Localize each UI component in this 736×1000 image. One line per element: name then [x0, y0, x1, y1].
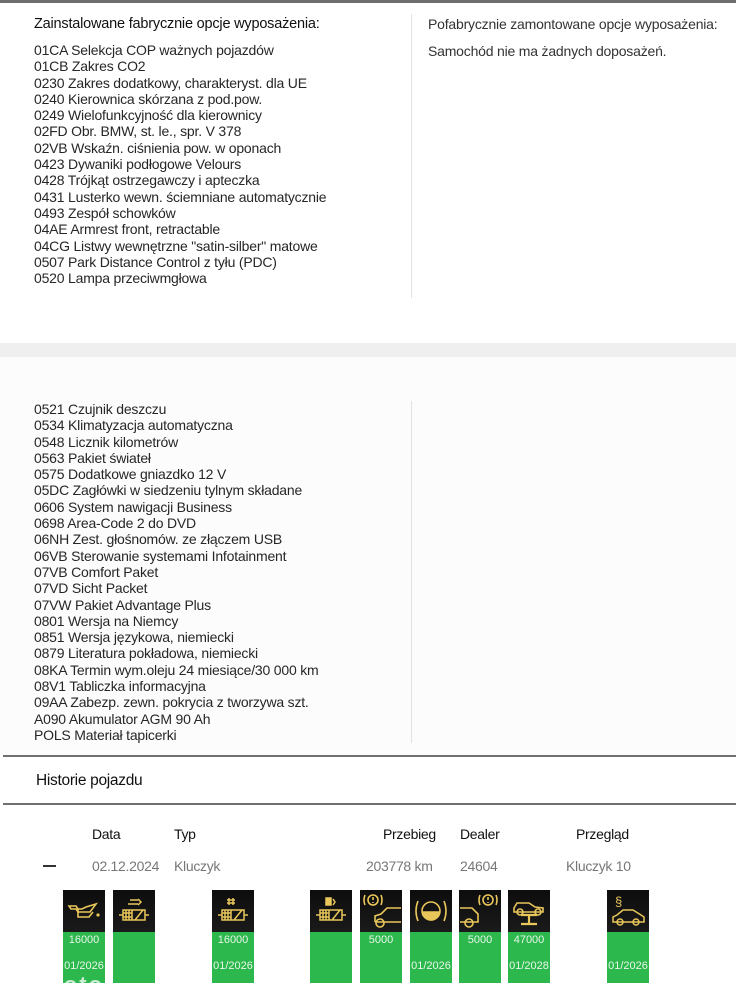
factory-options-list-1: [34, 42, 326, 286]
service-tile: [459, 890, 501, 983]
option-item: 0534 Klimatyzacja automatyczna: [34, 417, 233, 434]
option-item: 0428 Trójkąt ostrzegawczy i apteczka: [34, 172, 260, 189]
service-tile-status: [212, 932, 254, 983]
option-item: 0575 Dodatkowe gniazdko 12 V: [34, 466, 227, 483]
option-item: 07VD Sicht Packet: [34, 580, 148, 597]
service-due-date: 01/2026: [411, 960, 451, 972]
statutory-inspection-icon: [607, 890, 649, 932]
option-item: POLS Materiał tapicerki: [34, 726, 177, 743]
option-item: 06NH Zest. głośnomów. ze złączem USB: [34, 531, 283, 548]
engine-oil-icon: [63, 890, 105, 932]
service-due-km: 5000: [368, 934, 394, 946]
diesel-particulate-filter-icon: [212, 890, 254, 932]
service-tile-status: [113, 932, 155, 983]
vehicle-check-lift-icon: [508, 890, 550, 932]
front-brakes-icon: [360, 890, 402, 932]
option-item: 0521 Czujnik deszczu: [34, 401, 167, 417]
option-item: 0851 Wersja językowa, niemiecki: [34, 629, 234, 646]
option-item: 01CA Selekcja COP ważnych pojazdów: [34, 42, 274, 58]
top-border: [0, 0, 736, 3]
option-item: 06VB Sterowanie systemami Infotainment: [34, 547, 287, 564]
option-item: 08V1 Tabliczka informacyjna: [34, 678, 206, 695]
service-tile: [212, 890, 254, 983]
service-tile: [508, 890, 550, 983]
fuel-filter-icon: [310, 890, 352, 932]
option-item: 0493 Zespół schowków: [34, 204, 176, 221]
service-tile-status: [459, 932, 501, 983]
option-item: 0431 Lusterko wewn. ściemniane automatycznie: [34, 188, 327, 205]
particulate-filter-exhaust-icon: [113, 890, 155, 932]
column-divider: [411, 401, 412, 743]
service-due-km: 5000: [467, 934, 493, 946]
collapse-row-button[interactable]: [43, 865, 56, 867]
service-due-km: 16000: [217, 934, 249, 946]
service-tile-status: [360, 932, 402, 983]
option-item: 0606 System nawigacji Business: [34, 498, 232, 515]
watermark: otomoto: [2, 972, 104, 997]
section-separator: [0, 343, 736, 357]
option-item: 04CG Listwy wewnętrzne "satin-silber" matowe: [34, 237, 318, 254]
history-bottom-rule: [3, 803, 736, 805]
option-item: 0563 Pakiet świateł: [34, 449, 151, 466]
column-header-mileage: Przebieg: [383, 826, 436, 842]
retrofit-options-text: Samochód nie ma żadnych doposażeń.: [428, 43, 667, 59]
option-item: 0423 Dywaniki podłogowe Velours: [34, 156, 242, 173]
service-tile-status: [607, 932, 649, 983]
service-due-date: 01/2026: [213, 960, 253, 972]
history-date: 02.12.2024: [92, 858, 160, 874]
option-item: A090 Akumulator AGM 90 Ah: [34, 710, 211, 727]
option-item: 0249 Wielofunkcyjność dla kierownicy: [34, 107, 262, 124]
option-item: 0520 Lampa przeciwmgłowa: [34, 270, 207, 287]
option-item: 0698 Area-Code 2 do DVD: [34, 515, 196, 532]
svg-text:§: §: [615, 894, 623, 909]
option-item: 02FD Obr. BMW, st. le., spr. V 378: [34, 123, 242, 140]
column-header-service: Przegląd: [576, 826, 629, 842]
option-item: 0548 Licznik kilometrów: [34, 433, 179, 450]
factory-options-heading: Zainstalowane fabrycznie opcje wyposażenia:: [34, 16, 320, 32]
history-dealer: 24604: [460, 858, 498, 874]
option-item: 0240 Kierownica skórzana z pod.pow.: [34, 90, 263, 107]
option-item: 0230 Zakres dodatkowy, charakteryst. dla UE: [34, 74, 307, 91]
service-tile-status: [508, 932, 550, 983]
option-item: 07VB Comfort Paket: [34, 563, 159, 580]
column-header-date: Data: [92, 826, 121, 842]
brake-fluid-icon: [410, 890, 452, 932]
column-divider: [411, 14, 412, 298]
service-due-date: 01/2026: [64, 960, 104, 972]
service-due-date: 01/2028: [509, 960, 549, 972]
service-tile: [63, 890, 105, 983]
option-item: 09AA Zabezp. zewn. pokrycia z tworzywa szt.: [34, 694, 309, 711]
column-header-dealer: Dealer: [460, 826, 500, 842]
option-item: 0879 Literatura pokładowa, niemiecki: [34, 645, 258, 662]
option-item: 02VB Wskaźn. ciśnienia pow. w oponach: [34, 139, 282, 156]
option-item: 0801 Wersja na Niemcy: [34, 612, 179, 629]
history-type: Kluczyk: [174, 858, 221, 874]
history-service: Kluczyk 10: [566, 858, 631, 874]
factory-options-list-2: [34, 401, 319, 743]
history-mileage: 203778 km: [366, 858, 433, 874]
service-tile-status: [310, 932, 352, 983]
service-tile-status: [410, 932, 452, 983]
retrofit-options-heading: Pofabrycznie zamontowane opcje wyposażenia:: [428, 16, 718, 32]
rear-brakes-icon: [459, 890, 501, 932]
option-item: 01CB Zakres CO2: [34, 58, 146, 75]
option-item: 04AE Armrest front, retractable: [34, 221, 220, 238]
column-header-type: Typ: [174, 826, 196, 842]
option-item: 0507 Park Distance Control z tyłu (PDC): [34, 253, 277, 270]
option-item: 05DC Zagłówki w siedzeniu tylnym składane: [34, 482, 303, 499]
service-tile: [310, 890, 352, 983]
history-top-rule: [3, 755, 736, 757]
service-due-km: 47000: [513, 934, 545, 946]
service-tile: [113, 890, 155, 983]
service-due-km: 16000: [68, 934, 100, 946]
history-title: Historie pojazdu: [36, 772, 143, 789]
service-tile: [360, 890, 402, 983]
option-item: 07VW Pakiet Advantage Plus: [34, 596, 211, 613]
service-tile: [607, 890, 649, 983]
service-due-date: 01/2026: [608, 960, 648, 972]
option-item: 08KA Termin wym.oleju 24 miesiące/30 000 km: [34, 661, 319, 678]
service-tile: [410, 890, 452, 983]
